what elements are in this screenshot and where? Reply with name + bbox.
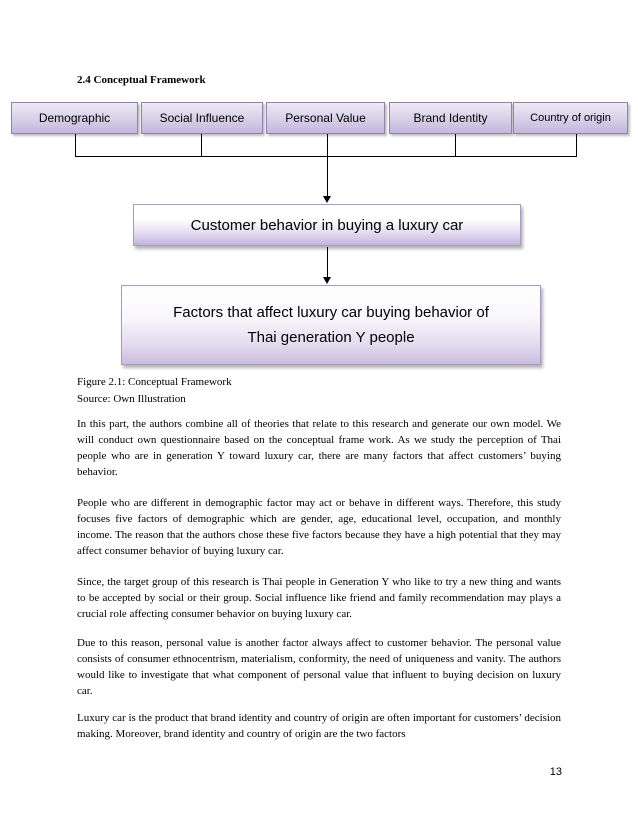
customer-behavior-text: Customer behavior in buying a luxury car [190,216,464,234]
connector-social-influence [201,134,202,157]
figure-caption: Figure 2.1: Conceptual Framework [77,376,232,388]
connector-country-of-origin [576,134,577,157]
paragraph-1: In this part, the authors combine all of theories that relate to this research and generate our own model. We will conduct own questionnaire based on the conceptual frame work. As we study the perception of Thai people who are in generation Y toward luxury car, there are many factors that affect customers’ buying behavior. [77,418,561,478]
factor-box-country-of-origin: Country of origin [513,102,628,134]
paragraph-2: People who are different in demographic factor may act or behave in different ways. Therefore, this study focuses five factors of demographic which are gender, age, educational level, occupation, and monthly income. The reason that the authors chose these five factors because they have a high potential that they may affect consumer behavior of buying luxury car. [77,497,561,557]
factor-box-brand-identity: Brand Identity [389,102,512,134]
connector-personal-value [327,134,328,157]
factors-text-line2: Thai generation Y people [247,329,415,346]
arrowhead-2 [323,277,331,284]
factor-box-social-influence: Social Influence [141,102,263,134]
arrow-shaft-1 [327,156,328,196]
page-number: 13 [549,766,562,778]
factors-text-line1: Factors that affect luxury car buying behavior of [173,304,489,321]
factor-box-personal-value: Personal Value [266,102,385,134]
arrow-shaft-2 [327,247,328,277]
figure-source: Source: Own Illustration [77,393,186,405]
connector-horizontal [75,156,577,157]
factor-box-demographic: Demographic [11,102,138,134]
connector-brand-identity [455,134,456,157]
paragraph-4: Due to this reason, personal value is another factor always affect to customer behavior. The personal value consists of consumer ethnocentrism, materialism, conformity, the need of uniqueness and vanity. The authors would like to investigate that what component of personal value that influent to buying decision on luxury car. [77,637,561,697]
connector-demographic [75,134,76,157]
paragraph-3: Since, the target group of this research is Thai people in Generation Y who like to try a new thing and wants to be accepted by social or their group. Social influence like friend and family recommendation may plays a crucial role affecting consumer behavior on buying luxury car. [77,576,561,620]
arrowhead-1 [323,196,331,203]
paragraph-5: Luxury car is the product that brand identity and country of origin are often important for customers’ decision making. Moreover, brand identity and country of origin are the two factors [77,712,561,740]
customer-behavior-box [133,204,521,246]
factors-box [121,285,541,365]
section-heading: 2.4 Conceptual Framework [77,74,206,86]
